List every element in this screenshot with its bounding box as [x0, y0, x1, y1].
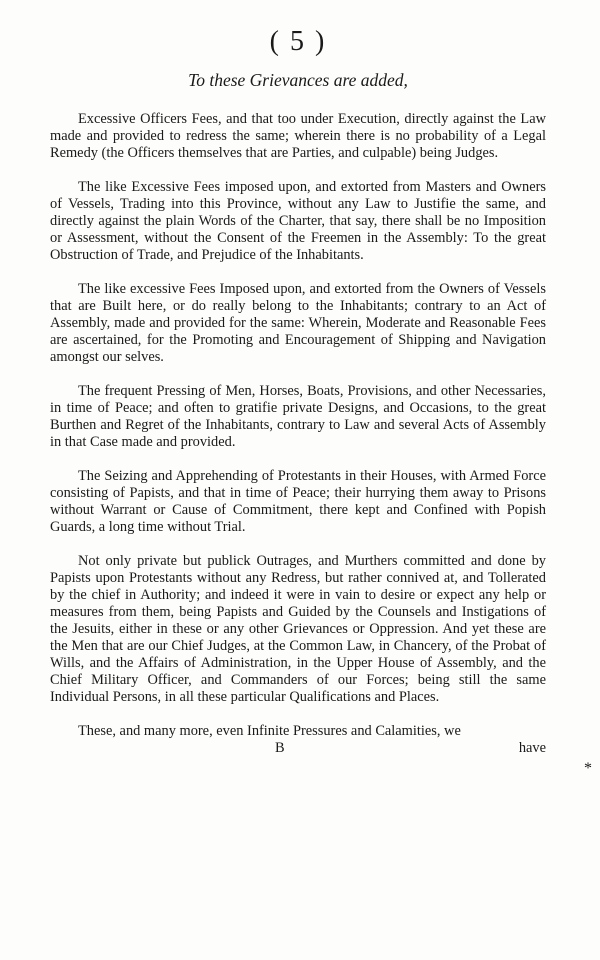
- paragraph-closing: These, and many more, even Infinite Pressures and Calamities, we: [78, 723, 461, 739]
- section-heading: To these Grievances are added,: [188, 70, 408, 90]
- page-footer: [50, 740, 546, 780]
- signature-mark: B: [275, 740, 285, 756]
- paragraph-officers-fees: Excessive Officers Fees, and that too under Execution, directly against the Law made and provided to redress the same; wherein there is no probability of a Legal Remedy (the Officers themselves that are Parties, and culpable) being Judges.: [50, 111, 546, 161]
- paragraph-vessel-fees: The like Excessive Fees imposed upon, and extorted from Masters and Owners of Vessels, Trading into this Province, without any Law to Justifie the same, and directly against the plain Words of the Charter, that say, there shall be no Imposition or Assessment, without the Consent of the Freemen in the Assembly: To the great Obstruction of Trade, and Prejudice of the Inhabitants.: [50, 179, 546, 263]
- paragraph-built-vessel-fees: The like excessive Fees Imposed upon, and extorted from the Owners of Vessels that are Built here, or do really belong to the Inhabitants; contrary to an Act of Assembly, made and provided for the same: Wherein, Moderate and Reasonable Fees are ascertained, for the Promoting and Encouragement of Shipping and Navigation amongst our selves.: [50, 281, 546, 365]
- page-number: ( 5 ): [269, 26, 327, 57]
- paragraph-pressing: The frequent Pressing of Men, Horses, Boats, Provisions, and other Necessaries, in time of Peace; and often to gratifie private Designs, and Occasions, to the great Burthen and Regret of the Inhabitants, contrary to Law and several Acts of Assembly in that Case made and provided.: [50, 383, 546, 450]
- catchword: have: [518, 740, 546, 756]
- margin-mark: *: [584, 760, 592, 777]
- paragraph-seizing-protestants: The Seizing and Apprehending of Protestants in their Houses, with Armed Force consisting of Papists, and that in time of Peace; their hurrying them away to Prisons without Warrant or Cause of Commitment, there kept and Confined with Popish Guards, a long time without Trial.: [50, 468, 546, 535]
- paragraph-outrages: Not only private but publick Outrages, and Murthers committed and done by Papists upon Protestants without any Redress, but rather connived at, and Tollerated by the chief in Authority; and indeed it were in vain to desire or expect any help or measures from them, being Papists and Guided by the Counsels and Instigations of the Jesuits, either in these or any other Grievances or Oppression. And yet these are the Men that are our Chief Judges, at the Common Law, in Chancery, of the Probat of Wills, and the Affairs of Administration, in the Upper House of Assembly, and the Chief Military Officer, and Commanders of our Forces; being still the same Individual Persons, in all these particular Qualifications and Places.: [50, 553, 546, 705]
